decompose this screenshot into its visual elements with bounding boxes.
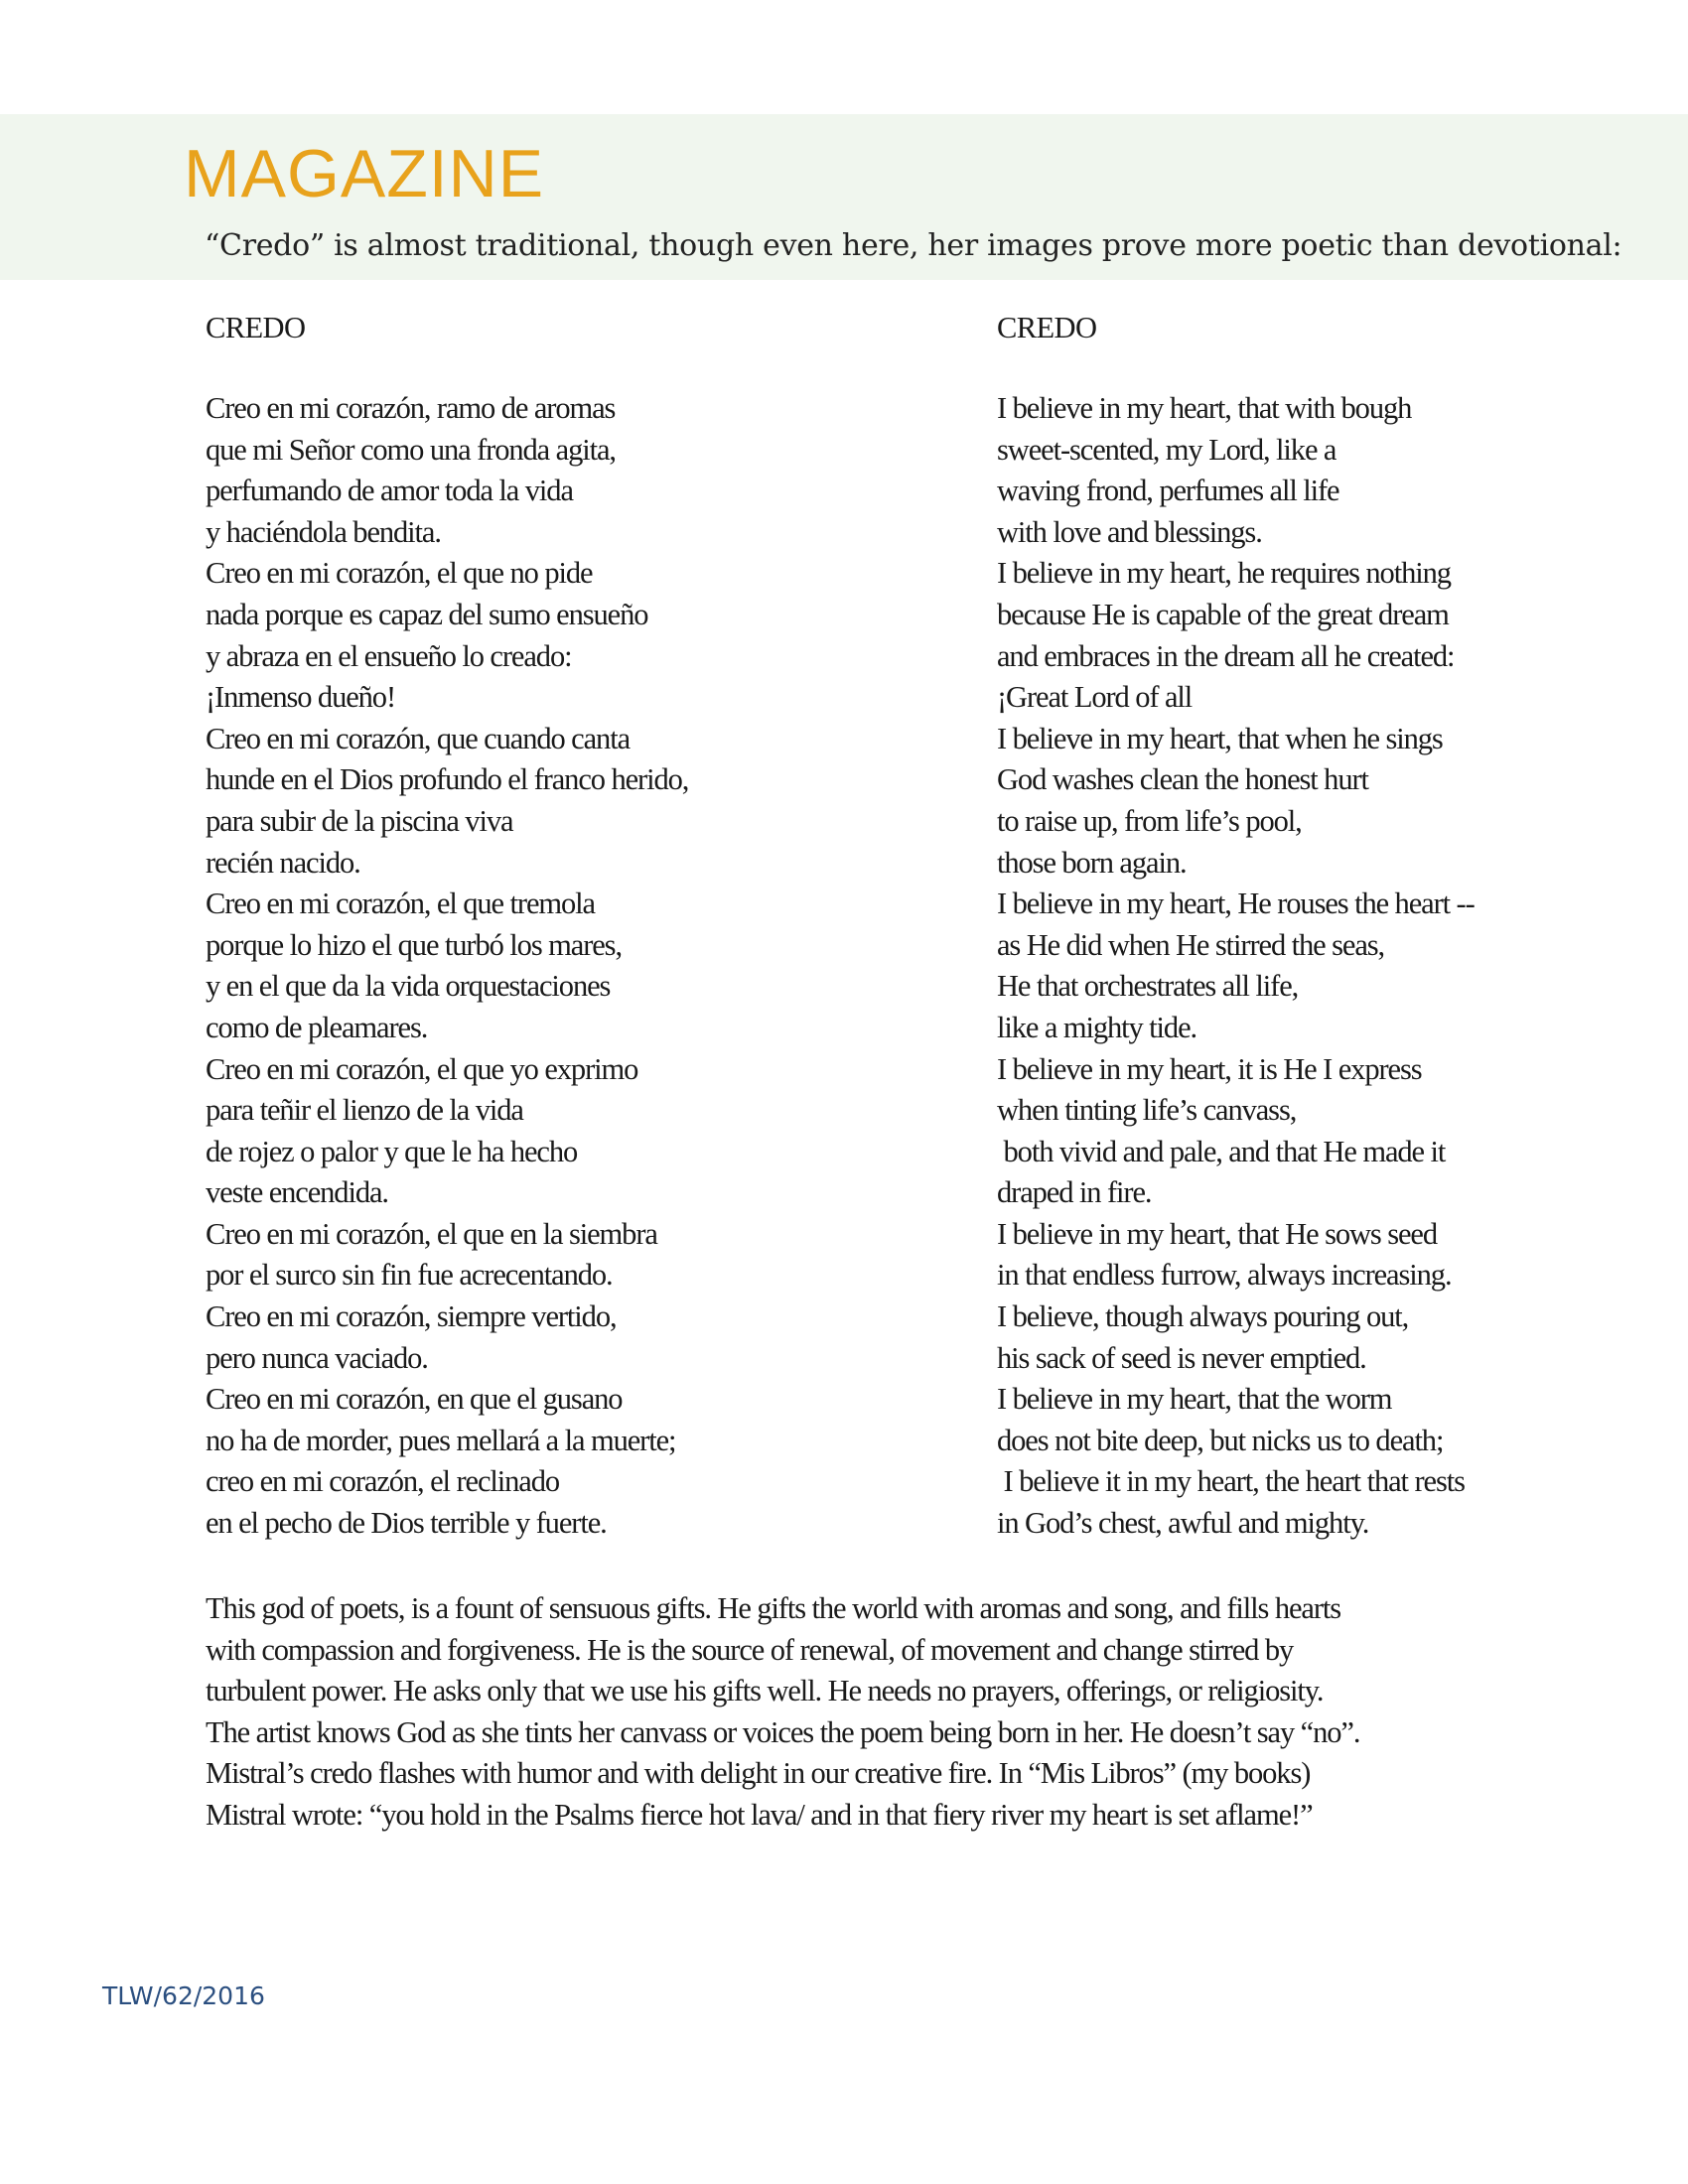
poem-english-line: in that endless furrow, always increasing. (997, 1258, 1452, 1293)
poem-english-line: in God’s chest, awful and mighty. (997, 1506, 1369, 1541)
commentary-line: Mistral wrote: “you hold in the Psalms fierce hot lava/ and in that fiery river my heart is set aflame!” (206, 1797, 1313, 1832)
poem-english-line: I believe it in my heart, the heart that rests (997, 1464, 1465, 1499)
poem-spanish-line: Creo en mi corazón, el que tremola (206, 887, 595, 921)
poem-spanish (206, 306, 901, 1545)
poem-spanish-line: no ha de morder, pues mellará a la muerte; (206, 1423, 676, 1457)
poem-english-line: as He did when He stirred the seas, (997, 927, 1385, 962)
poem-spanish-line: que mi Señor como una fronda agita, (206, 432, 616, 467)
poem-spanish-line: Creo en mi corazón, ramo de aromas (206, 391, 616, 425)
intro-sentence: “Credo” is almost traditional, though even here, her images prove more poetic than devotional: (205, 228, 1622, 263)
poem-english-line: I believe in my heart, that when he sings (997, 721, 1443, 755)
poem-spanish-line: pero nunca vaciado. (206, 1340, 428, 1375)
poem-spanish-line: por el surco sin fin fue acrecentando. (206, 1258, 613, 1293)
poem-english-line: because He is capable of the great dream (997, 597, 1449, 631)
poem-english-line: I believe in my heart, that with bough (997, 391, 1412, 425)
commentary-line: turbulent power. He asks only that we use his gifts well. He needs no prayers, offerings, or religiosity. (206, 1674, 1324, 1708)
poem-spanish-line: porque lo hizo el que turbó los mares, (206, 927, 622, 962)
poem-english-line: both vivid and pale, and that He made it (997, 1134, 1446, 1168)
commentary-paragraph (206, 1588, 1496, 1837)
poem-spanish-line: veste encendida. (206, 1175, 388, 1210)
poem-english-lines (997, 388, 1553, 1545)
poem-english-line: like a mighty tide. (997, 1010, 1197, 1044)
poem-english-line: waving frond, perfumes all life (997, 474, 1339, 508)
poem-spanish-line: Creo en mi corazón, el que no pide (206, 556, 593, 591)
commentary-line: This god of poets, is a fount of sensuous gifts. He gifts the world with aromas and song, and fills hearts (206, 1591, 1341, 1625)
poem-spanish-line: creo en mi corazón, el reclinado (206, 1464, 560, 1499)
poem-spanish-line: nada porque es capaz del sumo ensueño (206, 597, 648, 631)
poem-english-line: those born again. (997, 845, 1187, 880)
poem-spanish-line: y abraza en el ensueño lo creado: (206, 638, 572, 673)
poem-spanish-line: en el pecho de Dios terrible y fuerte. (206, 1506, 607, 1541)
poem-english-line: with love and blessings. (997, 514, 1262, 549)
poem-spanish-line: Creo en mi corazón, el que yo exprimo (206, 1051, 638, 1086)
poem-spanish-line: de rojez o palor y que le ha hecho (206, 1134, 578, 1168)
poem-spanish-line: Creo en mi corazón, que cuando canta (206, 721, 631, 755)
poem-spanish-line: ¡Inmenso dueño! (206, 680, 396, 715)
poem-spanish-line: hunde en el Dios profundo el franco herido, (206, 762, 689, 797)
magazine-title: MAGAZINE (184, 136, 545, 211)
poem-spanish-lines (206, 388, 901, 1545)
commentary-line: Mistral’s credo flashes with humor and with delight in our creative fire. In “Mis Libros” (my books) (206, 1756, 1311, 1791)
poem-english-line: I believe in my heart, he requires nothing (997, 556, 1451, 591)
poem-english-line: I believe in my heart, it is He I express (997, 1051, 1422, 1086)
poem-spanish-line: para subir de la piscina viva (206, 803, 513, 838)
poem-english-line: I believe in my heart, that the worm (997, 1382, 1392, 1417)
poem-spanish-line: Creo en mi corazón, siempre vertido, (206, 1299, 617, 1334)
poem-english-line: draped in fire. (997, 1175, 1152, 1210)
footer-issue-label: TLW/62/2016 (102, 1981, 265, 2010)
poem-english (997, 306, 1553, 1545)
poem-english-line: his sack of seed is never emptied. (997, 1340, 1366, 1375)
poem-spanish-line: y haciéndola bendita. (206, 514, 441, 549)
poem-english-line: He that orchestrates all life, (997, 969, 1299, 1004)
poem-english-line: does not bite deep, but nicks us to death; (997, 1423, 1444, 1457)
poem-spanish-line: y en el que da la vida orquestaciones (206, 969, 611, 1004)
poem-spanish-heading: CREDO (206, 311, 306, 344)
poem-english-line: I believe in my heart, He rouses the heart -- (997, 887, 1475, 921)
commentary-line: with compassion and forgiveness. He is the source of renewal, of movement and change stirred by (206, 1632, 1294, 1667)
poem-english-line: I believe, though always pouring out, (997, 1299, 1409, 1334)
poem-english-line: to raise up, from life’s pool, (997, 803, 1302, 838)
poem-english-line: God washes clean the honest hurt (997, 762, 1368, 797)
poem-english-line: ¡Great Lord of all (997, 680, 1193, 715)
poem-spanish-line: perfumando de amor toda la vida (206, 474, 573, 508)
poem-spanish-line: Creo en mi corazón, el que en la siembra (206, 1216, 657, 1251)
poem-english-line: sweet-scented, my Lord, like a (997, 432, 1336, 467)
poem-english-line: I believe in my heart, that He sows seed (997, 1216, 1438, 1251)
poem-spanish-line: Creo en mi corazón, en que el gusano (206, 1382, 623, 1417)
commentary-line: The artist knows God as she tints her canvass or voices the poem being born in her. He doesn’t say “no”. (206, 1714, 1360, 1749)
poem-spanish-line: recién nacido. (206, 845, 360, 880)
poem-spanish-line: para teñir el lienzo de la vida (206, 1093, 523, 1128)
poem-spanish-line: como de pleamares. (206, 1010, 428, 1044)
poem-english-line: when tinting life’s canvass, (997, 1093, 1297, 1128)
poem-english-heading: CREDO (997, 311, 1097, 344)
poem-english-line: and embraces in the dream all he created: (997, 638, 1455, 673)
